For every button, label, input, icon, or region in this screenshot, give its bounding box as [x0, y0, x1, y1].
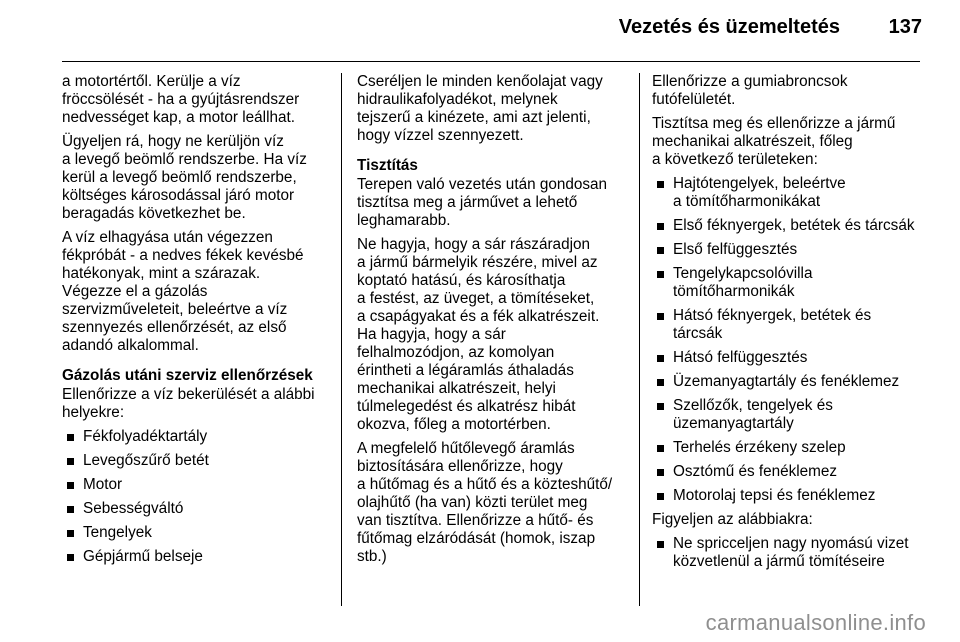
list-item: Levegőszűrő betét	[62, 452, 337, 470]
list-item: Tengelykapcsolóvilla tömítőharmonikák	[652, 265, 927, 301]
list-item: Üzemanyagtartály és fenéklemez	[652, 373, 927, 391]
paragraph: Cseréljen le minden kenőolajat vagy hidraulikafolyadékot, melynek tejszerű a kinézete, ami azt jelenti, hogy vízzel szennyezett.	[357, 73, 603, 144]
paragraph: A víz elhagyása után végezzen fékpróbát - a nedves fékek kevésbé hatékonyak, mint a szárazak. Végezze el a gázolás szervizműveleteit, beleértve a víz szennyezés ellenőrzését, az első adandó alkalommal.	[62, 229, 304, 354]
paragraph: Ellenőrizze a víz bekerülését a alábbi helyekre:	[62, 386, 315, 421]
list-item: Terhelés érzékeny szelep	[652, 439, 927, 457]
section-heading: Tisztítás	[357, 157, 418, 174]
paragraph: Tisztítsa meg és ellenőrizze a jármű mechanikai alkatrészeit, főleg a következő területeken:	[652, 115, 896, 168]
paragraph: Ügyeljen rá, hogy ne kerüljön víz a levegő beömlő rendszerbe. Ha víz kerül a levegő beömlő rendszerbe, költséges károsodással járó motor beragadás következhet be.	[62, 133, 307, 222]
paragraph: Ne hagyja, hogy a sár rászáradjon a jármű bármelyik részére, mivel az koptató hatású, és károsíthatja a festést, az üveget, a tömítéseket, a csapágyakat és a fék alkatrészeit. Ha hagyja, hogy a sár felhalmozódjon, az komolyan érintheti a légáramlás áthaladás mechanikai alkatrészeit, helyi túlmelegedést és alkatrész hibát okozva, főleg a motortérben.	[357, 236, 600, 433]
column-divider	[639, 73, 640, 606]
paragraph: Terepen való vezetés után gondosan tisztítsa meg a járművet a lehető leghamarabb.	[357, 176, 608, 229]
list-item: Hátsó felfüggesztés	[652, 349, 927, 367]
column-1	[62, 73, 337, 572]
column-divider	[341, 73, 342, 606]
page-number: 137	[888, 16, 922, 38]
paragraph: Ellenőrizze a gumiabroncsok futófelületét.	[652, 73, 848, 108]
list-item: Első felfüggesztés	[652, 241, 927, 259]
paragraph: A megfelelő hűtőlevegő áramlás biztosítására ellenőrizze, hogy a hűtőmag és a hűtő és a közteshűtő/ olajhűtő (ha van) közti terület meg van tisztítva. Ellenőrizze a hűtő- és fűtőmag elzáródását (homok, iszap stb.)	[357, 440, 613, 565]
list-item: Fékfolyadéktartály	[62, 428, 337, 446]
list-item: Első féknyergek, betétek és tárcsák	[652, 217, 927, 235]
watermark: carmanualsonline.info	[705, 610, 926, 635]
list-item: Gépjármű belseje	[62, 548, 337, 566]
bullet-list	[652, 175, 927, 505]
list-item: Tengelyek	[62, 524, 337, 542]
column-2	[357, 73, 632, 572]
list-item: Ne spricceljen nagy nyomású vizet közvetlenül a jármű tömítéseire	[652, 535, 927, 571]
list-item: Osztómű és fenéklemez	[652, 463, 927, 481]
list-item: Motorolaj tepsi és fenéklemez	[652, 487, 927, 505]
list-item: Hátsó féknyergek, betétek és tárcsák	[652, 307, 927, 343]
list-item: Hajtótengelyek, beleértve a tömítőharmonikákat	[652, 175, 927, 211]
list-item: Sebességváltó	[62, 500, 337, 518]
list-item: Motor	[62, 476, 337, 494]
paragraph: Figyeljen az alábbiakra:	[652, 511, 813, 528]
column-3	[652, 73, 927, 577]
bullet-list	[652, 535, 927, 571]
list-item: Szellőzők, tengelyek és üzemanyagtartály	[652, 397, 927, 433]
header-rule	[62, 61, 920, 62]
bullet-list	[62, 428, 337, 566]
paragraph: a motortértől. Kerülje a víz fröccsölését - ha a gyújtásrendszer nedvességet kap, a motor leállhat.	[62, 73, 300, 126]
page-title: Vezetés és üzemeltetés	[618, 16, 840, 38]
page-header	[0, 0, 960, 62]
section-heading: Gázolás utáni szerviz ellenőrzések	[62, 367, 313, 384]
